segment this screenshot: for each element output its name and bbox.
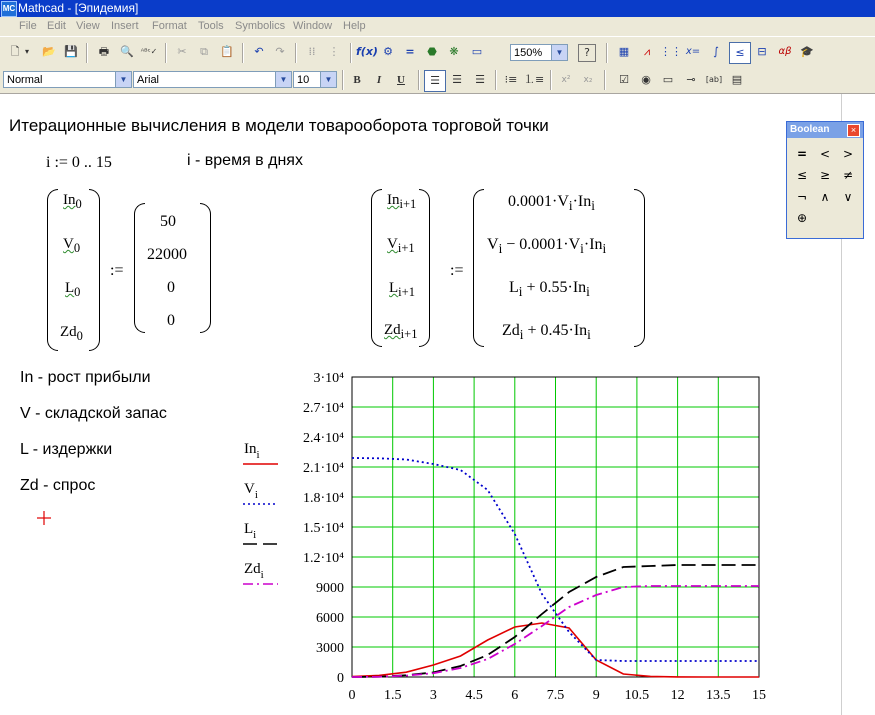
right-paren [419, 189, 430, 347]
legend-subscript: i [254, 489, 258, 501]
boolean-palette[interactable] [786, 121, 864, 239]
var-zd: Zd [384, 322, 401, 338]
align-center-icon[interactable]: ☰ [452, 73, 462, 86]
x-tick-label: 0 [348, 688, 356, 703]
y-axis-ticks [303, 371, 344, 686]
or-button[interactable]: ∨ [843, 190, 853, 204]
font-size-value: 10 [297, 74, 310, 86]
less-than-button[interactable]: < [819, 147, 831, 161]
font-select[interactable] [133, 71, 292, 88]
right-paren [634, 189, 645, 347]
y-tick-label: 2.1·10⁴ [302, 461, 344, 476]
insert-hyperlink-icon[interactable]: ⬣ [427, 45, 437, 58]
listbox-control-icon[interactable]: ▤ [731, 73, 743, 86]
evaluation-palette-icon[interactable]: x= [685, 46, 701, 57]
formatting-toolbar [0, 67, 875, 94]
insert-function-icon[interactable]: f(x) [356, 45, 378, 58]
zoom-select[interactable] [510, 44, 568, 61]
align-down-icon[interactable]: ⋮ [328, 45, 340, 58]
xy-plot[interactable] [230, 360, 770, 710]
legend-subscript: i [256, 449, 260, 461]
note-zd[interactable]: Zd - спрос [20, 477, 96, 494]
left-paren [134, 203, 145, 333]
toolbar-separator [418, 70, 420, 90]
y-tick-label: 1.2·10⁴ [302, 551, 344, 566]
note-in[interactable]: In - рост прибыли [20, 369, 151, 386]
legend-label-v: $V_i$ [244, 481, 258, 501]
x-axis-ticks [349, 688, 767, 703]
undo-icon[interactable]: ↶ [254, 45, 264, 58]
y-tick-label: 2.4·10⁴ [302, 431, 344, 446]
menu-window[interactable]: Window [293, 20, 333, 32]
x-tick-label: 13.5 [706, 688, 731, 703]
new-dropdown-icon[interactable]: ▾ [24, 47, 29, 56]
chevron-down-icon[interactable]: ▼ [320, 72, 336, 87]
mathcad-app-icon[interactable]: MC [1, 1, 17, 17]
x-tick-label: 15 [752, 688, 766, 703]
right-paren [89, 189, 100, 351]
superscript-icon[interactable]: x² [561, 75, 571, 85]
range-definition[interactable]: i := 0 .. 15 [46, 154, 112, 171]
plot-legend [243, 441, 278, 584]
toolbar-separator [350, 43, 352, 63]
menu-file[interactable]: File [19, 20, 37, 32]
var-in: In [387, 192, 400, 208]
sub-i-plus-1: i+1 [397, 241, 415, 255]
slider-control-icon[interactable]: ⊸ [686, 73, 696, 86]
boolean-palette-icon[interactable]: ≤ [729, 42, 751, 64]
var-in: In [63, 192, 76, 208]
var-zd: Zd [60, 324, 77, 340]
paste-icon[interactable]: 📋 [220, 45, 234, 58]
calculus-palette-icon[interactable]: ∫ [713, 45, 719, 58]
xor-button[interactable]: ⊕ [796, 211, 808, 225]
menu-symbolics[interactable]: Symbolics [235, 20, 286, 32]
y-tick-label: 3·10⁴ [313, 371, 344, 386]
x-tick-label: 1.5 [383, 688, 402, 703]
rhs-zd: $Zd_i + 0.45\cdot In_i$ [502, 322, 591, 343]
worksheet-heading[interactable]: Итерационные вычисления в модели товарооборота торговой точки [9, 116, 549, 135]
crosshair-cursor-icon [36, 510, 52, 526]
var-v: V [387, 236, 398, 252]
copy-icon[interactable]: ⧉ [200, 45, 208, 58]
y-tick-label: 3000 [316, 641, 344, 656]
init-value-zd: 0 [167, 312, 175, 329]
align-across-icon[interactable]: ⁞⁞ [308, 45, 316, 58]
cut-icon[interactable]: ✂ [177, 45, 187, 58]
toolbar-separator [242, 43, 244, 63]
redo-icon[interactable]: ↷ [275, 45, 285, 58]
menu-format[interactable]: Format [152, 20, 187, 32]
print-icon[interactable]: 🖶 [98, 45, 110, 58]
close-icon[interactable]: × [847, 124, 860, 137]
bullets-icon[interactable]: ⁝≡ [504, 73, 518, 86]
save-icon[interactable]: 💾 [64, 45, 78, 58]
range-note[interactable]: i - время в днях [187, 152, 303, 169]
y-tick-label: 1.5·10⁴ [302, 521, 344, 536]
calculate-icon[interactable]: = [405, 45, 415, 58]
font-size-select[interactable] [293, 71, 337, 88]
x-tick-label: 7.5 [546, 688, 565, 703]
var-l: L [65, 280, 75, 296]
toolbar-separator [550, 70, 552, 90]
sub-zero: 0 [73, 241, 81, 255]
toolbar-separator [86, 43, 88, 63]
rhs-in: $0.0001\cdot V_i\cdot In_i$ [508, 193, 595, 214]
init-value-v: 22000 [147, 246, 187, 263]
sub-zero: 0 [76, 329, 83, 343]
legend-label-l: $L_i$ [244, 521, 257, 541]
calculator-palette-icon[interactable]: ▦ [618, 45, 630, 58]
zoom-value: 150% [514, 47, 543, 59]
menu-edit[interactable]: Edit [47, 20, 66, 32]
underline-button[interactable]: U [397, 74, 405, 86]
assign-operator: := [110, 262, 124, 279]
y-tick-label: 9000 [316, 581, 344, 596]
x-tick-label: 12 [670, 688, 685, 703]
new-document-icon[interactable]: 🗋 [10, 45, 20, 58]
style-value: Normal [7, 74, 43, 86]
menu-tools[interactable]: Tools [198, 20, 224, 32]
chevron-down-icon[interactable]: ▼ [551, 45, 567, 60]
sub-i-plus-1: i+1 [399, 197, 417, 211]
print-preview-icon[interactable]: 🔍 [120, 45, 134, 58]
y-tick-label: 6000 [316, 611, 344, 626]
sub-zero: 0 [75, 197, 82, 211]
italic-button[interactable]: I [376, 74, 382, 86]
chevron-down-icon[interactable]: ▼ [275, 72, 291, 87]
greater-than-button[interactable]: > [842, 147, 854, 161]
left-paren [47, 189, 58, 351]
sub-i-plus-1: i+1 [398, 285, 415, 299]
y-tick-label: 1.8·10⁴ [302, 491, 344, 506]
push-button-control-icon[interactable]: ▭ [662, 73, 674, 86]
right-paren [200, 203, 211, 333]
x-tick-label: 10.5 [624, 688, 650, 703]
align-left-icon[interactable]: ☰ [424, 70, 446, 92]
sub-i-plus-1: i+1 [400, 327, 418, 341]
toolbar-separator [165, 43, 167, 63]
subscript-icon[interactable]: x₂ [583, 75, 593, 85]
legend-subscript: i [260, 569, 264, 581]
checkbox-control-icon[interactable]: ☑ [619, 73, 629, 86]
resource-center-icon[interactable]: ▭ [471, 45, 483, 58]
standard-toolbar [0, 36, 875, 68]
greater-equal-button[interactable]: ≥ [819, 168, 831, 182]
symbolic-palette-icon[interactable]: 🎓 [800, 45, 814, 58]
spell-check-icon[interactable]: ᴬᴮᶜ✓ [140, 47, 158, 56]
menu-view[interactable]: View [76, 20, 100, 32]
sub-zero: 0 [74, 285, 81, 299]
init-value-l: 0 [167, 279, 175, 296]
y-tick-label: 0 [337, 671, 344, 686]
var-l: L [389, 280, 399, 296]
note-v[interactable]: V - складской запас [20, 405, 167, 422]
insert-unit-icon[interactable]: ⚙ [383, 45, 393, 58]
bold-button[interactable]: B [353, 74, 361, 86]
plot-grid [352, 377, 759, 677]
y-tick-label: 2.7·10⁴ [302, 401, 344, 416]
menu-help[interactable]: Help [343, 20, 366, 32]
matrix-palette-icon[interactable]: ⋮⋮ [660, 45, 682, 58]
rhs-l: $L_i + 0.55\cdot In_i$ [509, 279, 590, 300]
toolbar-separator [295, 43, 297, 63]
greek-palette-icon[interactable]: αβ [778, 46, 792, 57]
not-equal-button[interactable]: ≠ [842, 168, 854, 182]
note-l[interactable]: L - издержки [20, 441, 113, 458]
var-v: V [63, 236, 74, 252]
align-right-icon[interactable]: ☰ [475, 73, 485, 86]
programming-palette-icon[interactable]: ⊟ [757, 45, 767, 58]
textbox-control-icon[interactable]: [ab] [705, 75, 723, 84]
toolbar-separator [606, 43, 608, 63]
window-title: Mathcad - [Эпидемия] [18, 1, 139, 15]
x-tick-label: 3 [429, 688, 437, 703]
left-paren [473, 189, 484, 347]
rhs-v: $V_i - 0.0001\cdot V_i\cdot In_i$ [487, 236, 607, 257]
boolean-palette-title[interactable]: Boolean [787, 122, 863, 138]
left-paren [371, 189, 382, 347]
font-value: Arial [137, 74, 160, 86]
graph-palette-icon[interactable]: ⩘ [643, 45, 651, 58]
toolbar-separator [604, 70, 606, 90]
radio-control-icon[interactable]: ◉ [641, 73, 651, 86]
title-bar [0, 0, 875, 17]
component-wizard-icon[interactable]: ❋ [449, 45, 459, 58]
and-button[interactable]: ∧ [820, 190, 830, 204]
numbering-icon[interactable]: ⒈≡ [524, 73, 545, 86]
toolbar-separator [495, 70, 497, 90]
assign-operator: := [450, 262, 464, 279]
legend-label-zd: $Zd_i$ [244, 561, 264, 581]
style-select[interactable] [3, 71, 132, 88]
legend-label-in: $In_i$ [244, 441, 260, 461]
help-icon[interactable]: ? [578, 44, 596, 62]
x-tick-label: 9 [592, 688, 600, 703]
menu-bar [0, 17, 875, 36]
equal-button[interactable]: = [796, 147, 808, 161]
open-folder-icon[interactable]: 📂 [42, 45, 56, 58]
legend-subscript: i [253, 529, 257, 541]
not-button[interactable]: ¬ [796, 190, 808, 204]
init-value-in: 50 [160, 213, 176, 230]
x-tick-label: 6 [511, 688, 519, 703]
less-equal-button[interactable]: ≤ [796, 168, 808, 182]
menu-insert[interactable]: Insert [111, 20, 139, 32]
x-tick-label: 4.5 [465, 688, 483, 703]
chevron-down-icon[interactable]: ▼ [115, 72, 131, 87]
toolbar-separator [342, 70, 344, 90]
